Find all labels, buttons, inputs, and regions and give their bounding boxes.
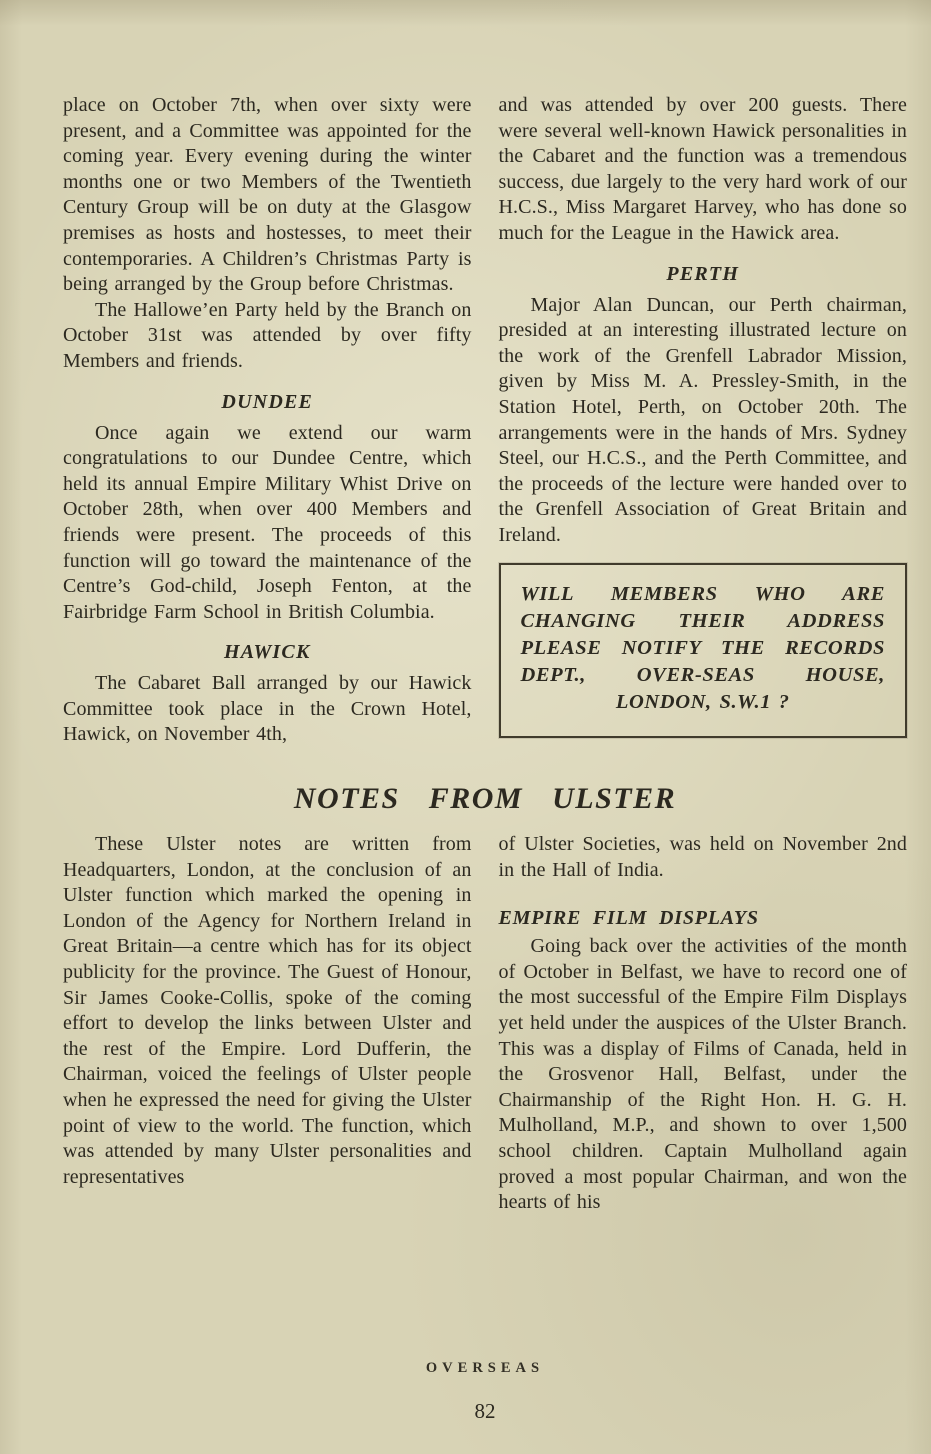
paragraph-dundee: Once again we extend our warm congratulations to our Dundee Centre, which held its annual Empire Military Whist Drive on October 28th, when over 400 Members and friends were present. The proceeds of this function will go toward the maintenance of the Centre’s God-child, Joseph Fenton, at the Fairbridge Farm School in British Columbia.: [63, 421, 472, 623]
heading-empire-film-displays: EMPIRE FILM DISPLAYS: [498, 907, 759, 930]
paragraph-halloween-party: The Hallowe’en Party held by the Branch on October 31st was attended by over fifty Members and friends.: [63, 298, 472, 372]
paragraph-perth: Major Alan Duncan, our Perth chairman, presided at an interesting illustrated lecture on the work of the Grenfell Labrador Mission, given by Miss M. A. Pressley-Smith, in the Station Hotel, Perth, on October 20th. The arrangements were in the hands of Mrs. Sydney Steel, our H.C.S., and the Perth Committee, and the proceeds of the lecture were handed over to the Grenfell Association of Great Britain and Ireland.: [498, 293, 907, 546]
top-section: [63, 93, 907, 748]
paragraph-empire-film-displays: Going back over the activities of the month of October in Belfast, we have to record one of the most successful of the Empire Film Displays yet held under the auspices of the Ulster Branch. This was a display of Films of Canada, held in the Grosvenor Hall, Belfast, under the Chairmanship of the Right Hon. H. G. H. Mulholland, M.P., and shown to over 1,500 school children. Captain Mulholland again proved a most popular Chairman, and won the hearts of his: [498, 935, 907, 1214]
address-change-notice-text: WILL MEMBERS WHO ARE CHANGING THEIR ADDRESS PLEASE NOTIFY THE RECORDS DEPT., OVER-SEAS HOUSE, LONDON, S.W.1 ?: [520, 582, 885, 713]
paragraph-ulster-notes: These Ulster notes are written from Headquarters, London, at the conclusion of an Ulster function which marked the opening in London of the Agency for Northern Ireland in Great Britain—a centre which has for its object publicity for the province. The Guest of Honour, Sir James Cooke-Collis, spoke of the coming effort to develop the links between Ulster and the rest of the Empire. Lord Dufferin, the Chairman, voiced the feelings of Ulster people when he expressed the need for giving the Ulster point of view to the world. The function, which was attended by many Ulster personalities and representatives: [63, 833, 472, 1188]
heading-dundee: DUNDEE: [221, 390, 314, 413]
paragraph-hawick-continuation: and was attended by over 200 guests. There were several well-known Hawick personalities in the Cabaret and the function was a tremendous success, due largely to the very hard work of our H.C.S., Miss Margaret Harvey, who has done so much for the League in the Hawick area.: [498, 94, 907, 244]
heading-perth: PERTH: [666, 262, 740, 285]
ulster-right-column: [499, 832, 908, 1216]
left-column: [63, 93, 472, 748]
ulster-left-column: [63, 832, 472, 1216]
ulster-section: [63, 832, 907, 1216]
address-change-notice-box: [499, 563, 908, 738]
running-title: OVERSEAS: [425, 1360, 545, 1376]
paragraph-ulster-continuation: of Ulster Societies, was held on November 2nd in the Hall of India.: [498, 833, 907, 881]
heading-notes-from-ulster: NOTES FROM ULSTER: [293, 782, 677, 816]
heading-hawick: HAWICK: [223, 641, 311, 664]
paragraph-glasgow-continuation: place on October 7th, when over sixty were present, and a Committee was appointed for the coming year. Every evening during the winter months one or two Members of the Twentieth Century Group will be on duty at the Glasgow premises as hosts and hostesses, to meet their contemporaries. A Children’s Christmas Party is being arranged by the Group before Christmas.: [63, 94, 472, 296]
page-number: 82: [474, 1399, 496, 1423]
paragraph-hawick: The Cabaret Ball arranged by our Hawick Committee took place in the Crown Hotel, Hawick, on November 4th,: [63, 672, 472, 746]
right-column: [499, 93, 908, 748]
page-footer: [63, 1360, 907, 1424]
